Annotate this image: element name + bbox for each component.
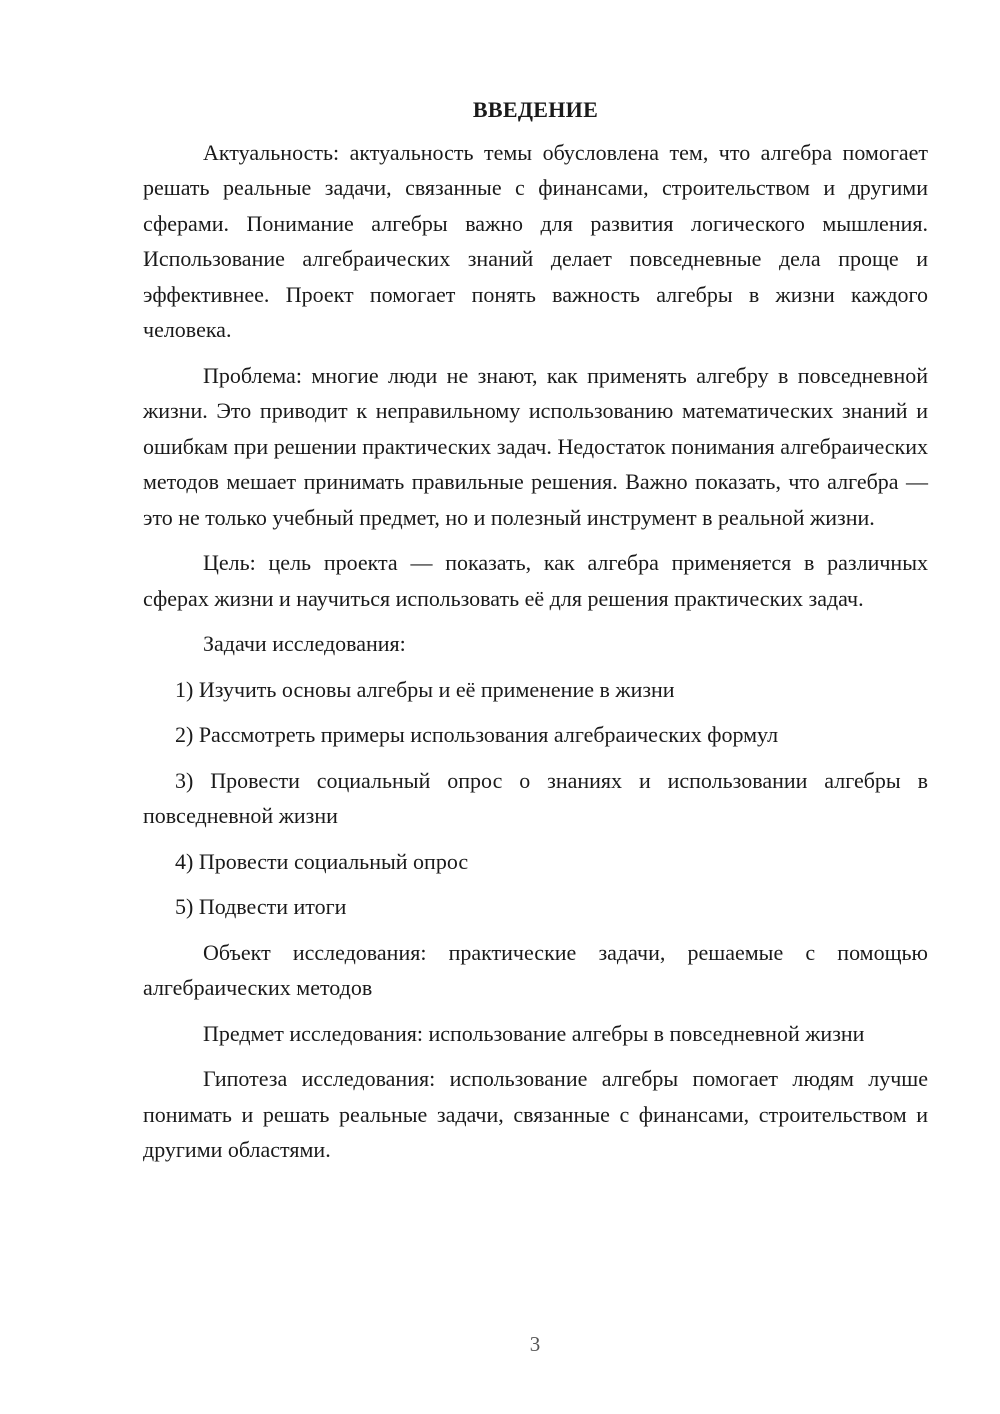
page-title: ВВЕДЕНИЕ bbox=[472, 97, 599, 122]
subject-paragraph: Предмет исследования: использование алгебры в повседневной жизни bbox=[203, 1020, 865, 1046]
task-item-1: 1) Изучить основы алгебры и её применение в жизни bbox=[175, 676, 675, 702]
goal-paragraph: Цель: цель проекта — показать, как алгебра применяется в различных сферах жизни и научиться использовать её для решения практических задач. bbox=[143, 550, 928, 611]
task-item-3: 3) Провести социальный опрос о знаниях и использовании алгебры в повседневной жизни bbox=[143, 767, 928, 828]
task-item-4: 4) Провести социальный опрос bbox=[175, 848, 469, 874]
tasks-heading: Задачи исследования: bbox=[203, 631, 406, 656]
hypothesis-paragraph: Гипотеза исследования: использование алгебры помогает людям лучше понимать и решать реальные задачи, связанные с финансами, строительством и другими областями. bbox=[143, 1066, 928, 1162]
task-item-2: 2) Рассмотреть примеры использования алгебраических формул bbox=[175, 722, 779, 747]
task-item-5: 5) Подвести итоги bbox=[175, 894, 347, 919]
object-paragraph: Объект исследования: практические задачи, решаемые с помощью алгебраических методов bbox=[143, 939, 928, 1000]
page-number: 3 bbox=[529, 1332, 541, 1356]
relevance-paragraph: Актуальность: актуальность темы обусловлена тем, что алгебра помогает решать реальные задачи, связанные с финансами, строительством и другими сферами. Понимание алгебры важно для развития логического мышления. Использование алгебраических знаний делает повседневные дела проще и эффективнее. Проект помогает понять важность алгебры в жизни каждого человека. bbox=[143, 139, 928, 342]
document-page bbox=[143, 92, 928, 1178]
problem-paragraph: Проблема: многие люди не знают, как применять алгебру в повседневной жизни. Это приводит к неправильному использованию математических знаний и ошибкам при решении практических задач. Недостаток понимания алгебраических методов мешает принимать правильные решения. Важно показать, что алгебра — это не только учебный предмет, но и полезный инструмент в реальной жизни. bbox=[143, 362, 928, 530]
